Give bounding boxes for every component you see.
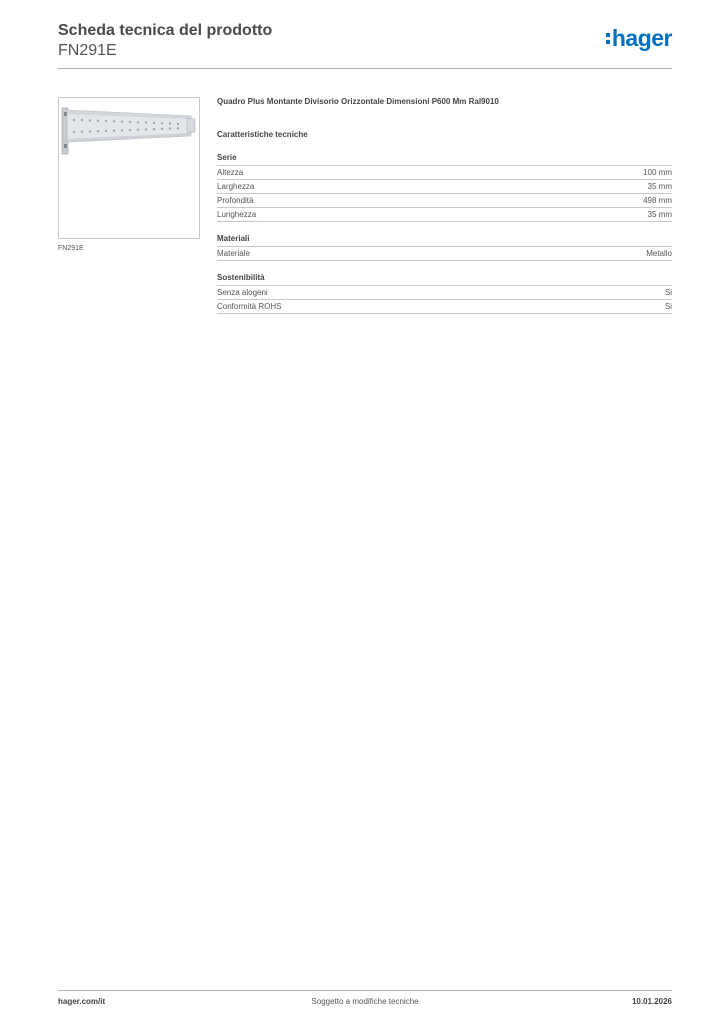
product-code: FN291E [58, 42, 117, 59]
spec-value: 100 mm [643, 168, 672, 177]
spec-value: 498 mm [643, 196, 672, 205]
spec-group-materiali [217, 233, 672, 261]
spec-row [217, 194, 672, 208]
spec-label: Profondità [217, 196, 254, 205]
page-header [58, 22, 672, 60]
group-title: Sostenibilità [217, 272, 672, 286]
spec-label: Senza alogeni [217, 288, 268, 297]
spec-row [217, 208, 672, 222]
hager-logo [606, 26, 672, 50]
page-title: Scheda tecnica del prodotto [58, 22, 273, 39]
spec-value: 35 mm [647, 210, 672, 219]
spec-value: Si [664, 288, 672, 297]
spec-label: Lunghezza [217, 210, 257, 219]
group-title: Serie [217, 152, 672, 166]
spec-group-serie [217, 152, 672, 222]
spec-label: Larghezza [217, 182, 255, 191]
product-name: Quadro Plus Montante Divisorio Orizzontale Dimensioni P600 Mm Ral9010 [217, 97, 499, 106]
spec-row [217, 247, 672, 261]
spec-content [217, 96, 672, 314]
spec-label: Conformità ROHS [217, 302, 282, 311]
spec-value: Metallo [646, 249, 672, 258]
spec-label: Altezza [217, 168, 244, 177]
product-image [58, 97, 200, 239]
spec-row [217, 180, 672, 194]
spec-row [217, 300, 672, 314]
spec-group-sostenibilita [217, 272, 672, 314]
spec-value: 35 mm [647, 182, 672, 191]
spec-row [217, 166, 672, 180]
logo-dots-icon [606, 33, 610, 44]
logo-text: hager [611, 25, 672, 51]
footer-note: Soggetto a modifiche tecniche [311, 997, 419, 1006]
image-caption: FN291E [58, 245, 84, 252]
spec-label: Materiale [217, 249, 250, 258]
spec-heading: Caratteristiche tecniche [217, 130, 308, 139]
footer-website-link[interactable]: hager.com/it [58, 997, 106, 1006]
metal-divider-rail-image [59, 98, 199, 238]
spec-row [217, 286, 672, 300]
footer-divider [58, 990, 672, 991]
group-title: Materiali [217, 233, 672, 247]
footer-date: 10.01.2026 [631, 997, 672, 1006]
spec-value: Si [664, 302, 672, 311]
header-divider [58, 68, 672, 69]
spec-groups [217, 152, 672, 314]
